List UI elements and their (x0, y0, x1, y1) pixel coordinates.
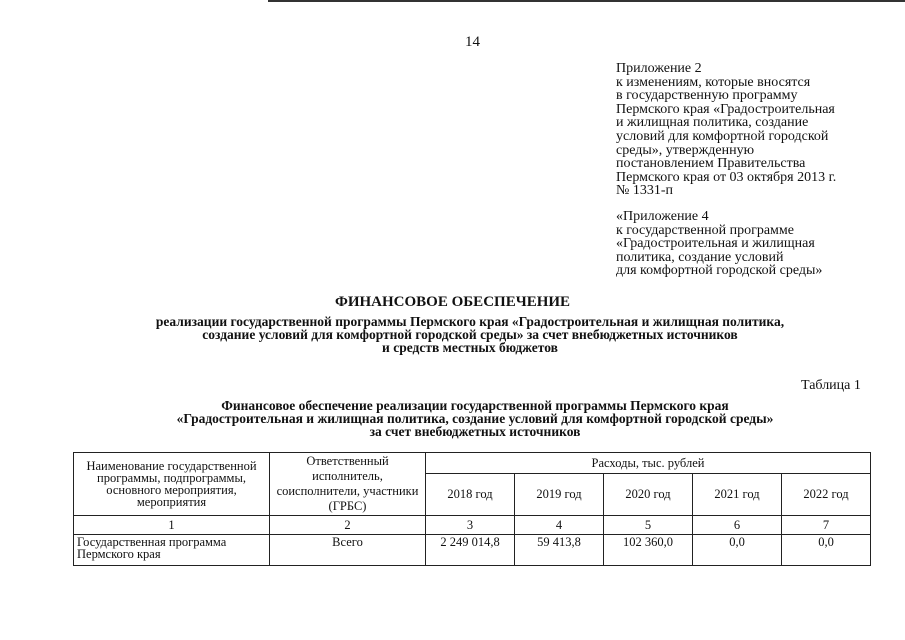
header-year: 2020 год (604, 474, 693, 516)
annex-line: среды», утвержденную (616, 142, 755, 158)
header-year: 2022 год (782, 474, 871, 516)
table-label: Таблица 1 (801, 378, 861, 393)
column-numbers-row (74, 516, 871, 535)
annex-line: Пермского края от 03 октября 2013 г. (616, 169, 837, 185)
subtitle-line: реализации государственной программы Пермского края «Градостроительная и жилищная политика, (155, 314, 785, 329)
annex-line: «Градостроительная и жилищная (616, 236, 815, 252)
annex-line: для комфортной городской среды» (616, 263, 823, 279)
subtitle-line: создание условий для комфортной городской среды» за счет внебюджетных источников (202, 327, 738, 342)
column-number: 5 (604, 516, 693, 535)
annex-line: Приложение 2 (616, 61, 702, 76)
annex-line: политика, создание условий (616, 249, 784, 265)
annex-line: к изменениям, которые вносятся (616, 74, 811, 90)
column-number: 7 (782, 516, 871, 535)
document-subtitle (60, 315, 880, 354)
header-year: 2021 год (693, 474, 782, 516)
header-name: Наименование государственной программы, подпрограммы, основного мероприятия, мероприятия (74, 453, 270, 516)
table-title-line: за счет внебюджетных источников (369, 424, 581, 439)
row-value: 0,0 (693, 535, 782, 566)
column-number: 1 (74, 516, 270, 535)
table-row (74, 535, 871, 566)
column-number: 3 (426, 516, 515, 535)
annex-line: условий для комфортной городской (616, 128, 829, 144)
row-value: 0,0 (782, 535, 871, 566)
table-title-line: «Градостроительная и жилищная политика, создание условий для комфортной городской среды» (176, 411, 774, 426)
row-value: 59 413,8 (515, 535, 604, 566)
subtitle-line: и средств местных бюджетов (382, 340, 558, 355)
column-number: 6 (693, 516, 782, 535)
row-value: 2 249 014,8 (426, 535, 515, 566)
header-year: 2018 год (426, 474, 515, 516)
financial-table (73, 452, 871, 566)
annex-line: к государственной программе (616, 222, 794, 238)
header-year: 2019 год (515, 474, 604, 516)
annex-line: постановлением Правительства (616, 156, 806, 172)
top-rule (268, 0, 905, 2)
page-number: 14 (465, 34, 480, 50)
column-number: 4 (515, 516, 604, 535)
table-title (60, 399, 890, 438)
annex-line: № 1331-п (616, 183, 674, 199)
table-title-line: Финансовое обеспечение реализации государственной программы Пермского края (221, 398, 729, 413)
row-executor: Всего (270, 535, 426, 566)
header-row (74, 453, 871, 474)
row-name: Государственная программа Пермского края (74, 535, 270, 566)
annex-block (616, 62, 886, 278)
column-number: 2 (270, 516, 426, 535)
annex-line: в государственную программу (616, 88, 798, 104)
annex-line: Пермского края «Градостроительная (616, 101, 835, 117)
annex-line: «Приложение 4 (616, 208, 709, 224)
row-value: 102 360,0 (604, 535, 693, 566)
header-expenses: Расходы, тыс. рублей (426, 453, 871, 474)
annex-line: и жилищная политика, создание (616, 115, 809, 131)
document-title: ФИНАНСОВОЕ ОБЕСПЕЧЕНИЕ (334, 294, 571, 310)
header-executor: Ответственный исполнитель, соисполнители, участники (ГРБС) (270, 453, 426, 516)
